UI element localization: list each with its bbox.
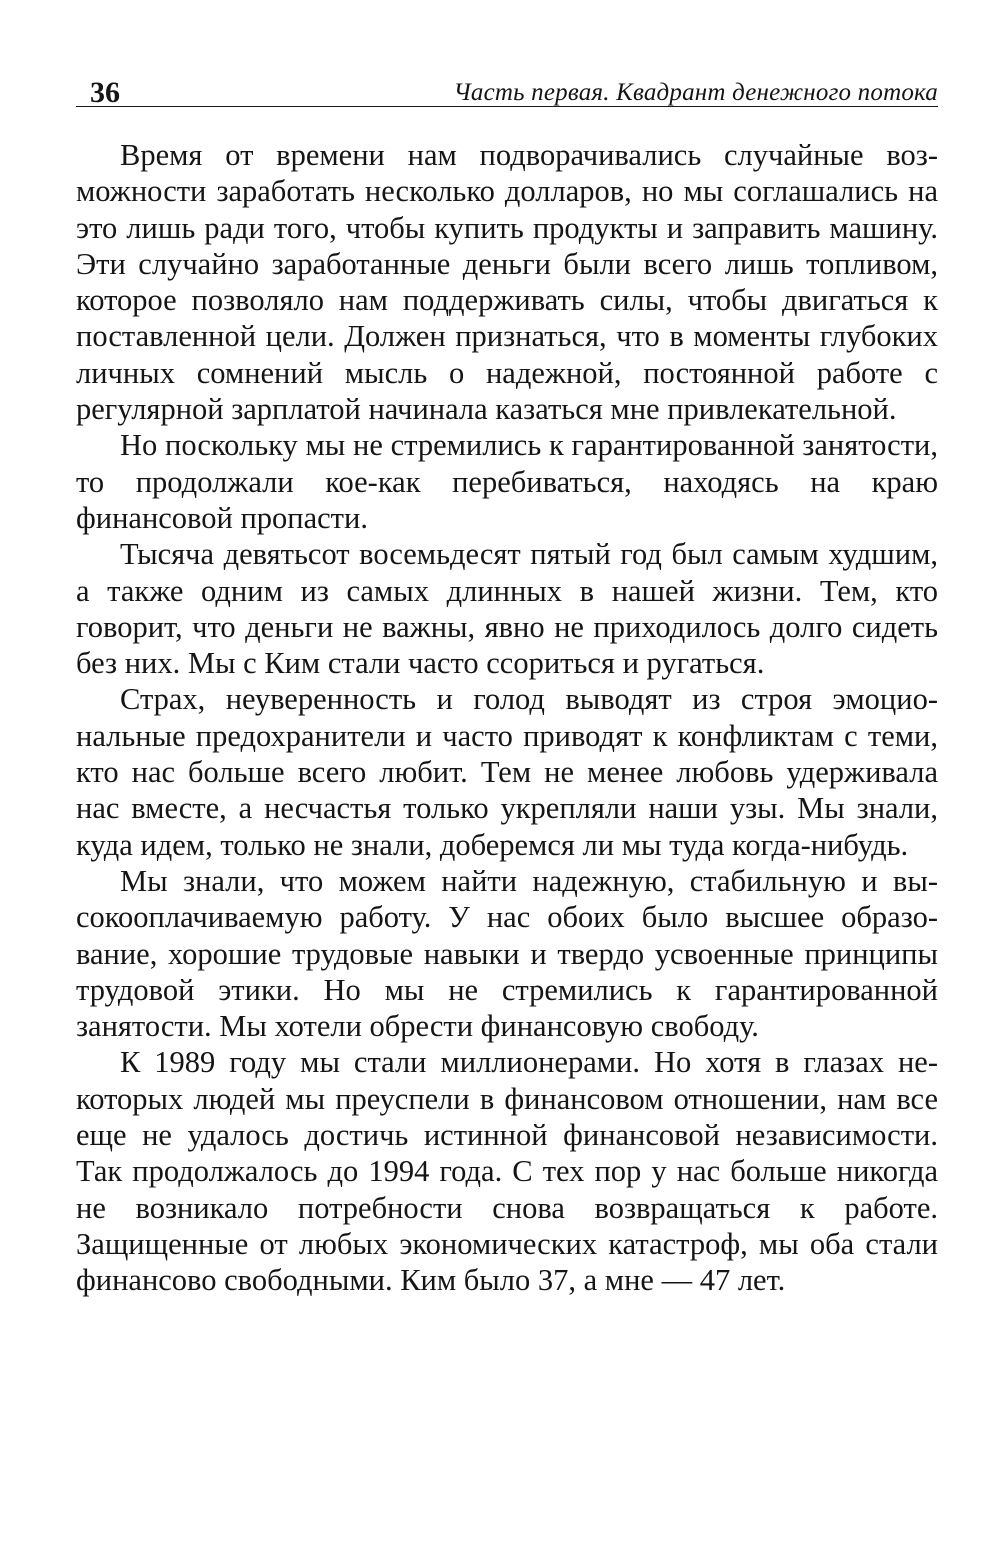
- running-title: Часть первая. Квадрант денежного потока: [453, 79, 938, 106]
- body-text: [76, 137, 938, 1299]
- running-header: [76, 78, 938, 107]
- paragraph: Страх, неуверенность и голод выводят из строя эмоциональные предохранители и часто приводят к конфликтам с теми, кто нас больше всего любит. Тем не менее любовь удерживала нас вместе, а несчастья только укрепляли наши узы. Мы знали, куда идем, только не знали, доберемся ли мы туда когда-нибудь.: [76, 682, 938, 862]
- paragraph: Время от времени нам подворачивались случайные возможности заработать несколько долларов, но мы соглашались на это лишь ради того, чтобы купить продукты и заправить машину. Эти случайно заработанные деньги были всего лишь топливом, которое позволяло нам поддерживать силы, чтобы двигаться к поставленной цели. Должен признаться, что в моменты глубоких личных сомнений мысль о надежной, постоянной работе с регулярной зарплатой начинала казаться мне привлекательной.: [76, 138, 938, 427]
- book-page: [76, 78, 938, 1299]
- paragraph: К 1989 году мы стали миллионерами. Но хотя в глазах некоторых людей мы преуспели в финансовом отношении, нам все еще не удалось достичь истинной финансовой независимости. Так продолжалось до 1994 года. С тех пор у нас больше никогда не возникало потребности снова возвращаться к работе. Защищенные от любых экономических катастроф, мы оба стали финансово свободными. Ким было 37, а мне — 47 лет.: [76, 1045, 938, 1298]
- page-number: 36: [90, 76, 120, 109]
- paragraph: Мы знали, что можем найти надежную, стабильную и высокооплачиваемую работу. У нас обоих было высшее образование, хорошие трудовые навыки и твердо усвоенные принципы трудовой этики. Но мы не стремились к гарантированной занятости. Мы хотели обрести финансовую свободу.: [76, 863, 938, 1044]
- paragraph: Тысяча девятьсот восемьдесят пятый год был самым худшим, а также одним из самых длинных в нашей жизни. Тем, кто говорит, что деньги не важны, явно не приходилось долго сидеть без них. Мы с Ким стали часто ссориться и ругаться.: [76, 537, 938, 681]
- paragraph: Но поскольку мы не стремились к гарантированной занятости, то продолжали кое-как перебиваться, находясь на краю финансовой пропасти.: [76, 428, 938, 535]
